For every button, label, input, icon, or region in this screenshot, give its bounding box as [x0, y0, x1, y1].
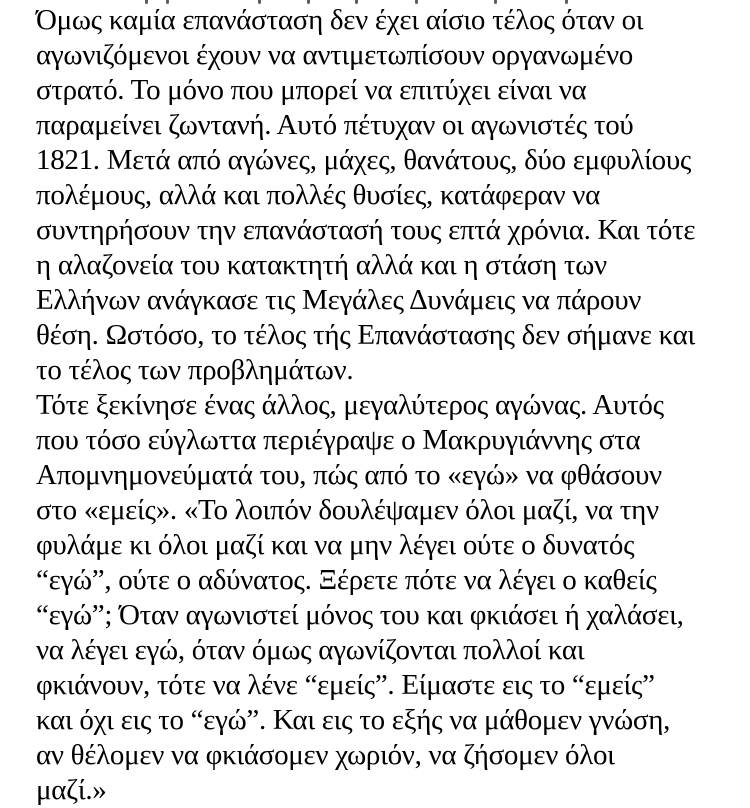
text-line-18: “εγώ”; Όταν αγωνιστεί μόνος του και φκιάσει ή χαλάσει, [36, 599, 684, 631]
text-line-13: που τόσο εύγλωττα περιέγραψε ο Μακρυγιάννης στα [36, 424, 641, 456]
text-line-19: να λέγει εγώ, όταν όμως αγωνίζονται πολλοί και [36, 634, 585, 666]
text-line-14: Απομνημονεύματά του, πώς από το «εγώ» να φθάσουν [36, 459, 662, 491]
text-line-1: Όμως καμία επανάσταση δεν έχει αίσιο τέλος όταν οι [36, 4, 644, 36]
text-line-7: συντηρήσουν την επανάστασή τους επτά χρόνια. Και τότε [36, 214, 696, 246]
text-line-21: και όχι εις το “εγώ”. Και εις το εξής να μάθομεν γνώση, [36, 704, 671, 736]
text-line-17: “εγώ”, ούτε ο αδύνατος. Ξέρετε πότε να λέγει ο καθείς [36, 564, 657, 596]
text-line-12: Τότε ξεκίνησε ένας άλλος, μεγαλύτερος αγώνας. Αυτός [36, 389, 664, 421]
text-line-23: μαζί.» [36, 774, 107, 806]
text-line-6: πολέμους, αλλά και πολλές θυσίες, κατάφεραν να [36, 179, 601, 211]
text-line-16: φυλάμε κι όλοι μαζί και να μην λέγει ούτε ο δυνατός [36, 529, 635, 561]
text-line-22: αν θέλομεν να φκιάσομεν χωριόν, να ζήσομεν όλοι [36, 739, 615, 771]
text-line-3: στρατό. Το μόνο που μπορεί να επιτύχει είναι να [36, 74, 587, 106]
text-line-10: θέση. Ωστόσο, το τέλος τής Επανάστασης δεν σήμανε και [36, 319, 696, 351]
text-line-8: η αλαζονεία του κατακτητή αλλά και η στάση των [36, 249, 607, 281]
text-line-15: στο «εμείς». «Το λοιπόν δουλέψαμεν όλοι μαζί, να την [36, 494, 659, 526]
text-line-9: Ελλήνων ανάγκασε τις Μεγάλες Δυνάμεις να πάρουν [36, 284, 642, 316]
text-line-4: παραμείνει ζωντανή. Αυτό πέτυχαν οι αγωνιστές τού [36, 109, 634, 141]
text-line-20: φκιάνουν, τότε να λένε “εμείς”. Είμαστε εις το “εμείς” [36, 669, 655, 701]
body-text [36, 3, 695, 808]
text-line-5: 1821. Μετά από αγώνες, μάχες, θανάτους, δύο εμφυλίους [36, 144, 692, 176]
text-line-11: το τέλος των προβλημάτων. [36, 354, 354, 386]
text-line-2: αγωνιζόμενοι έχουν να αντιμετωπίσουν οργανωμένο [36, 39, 633, 71]
